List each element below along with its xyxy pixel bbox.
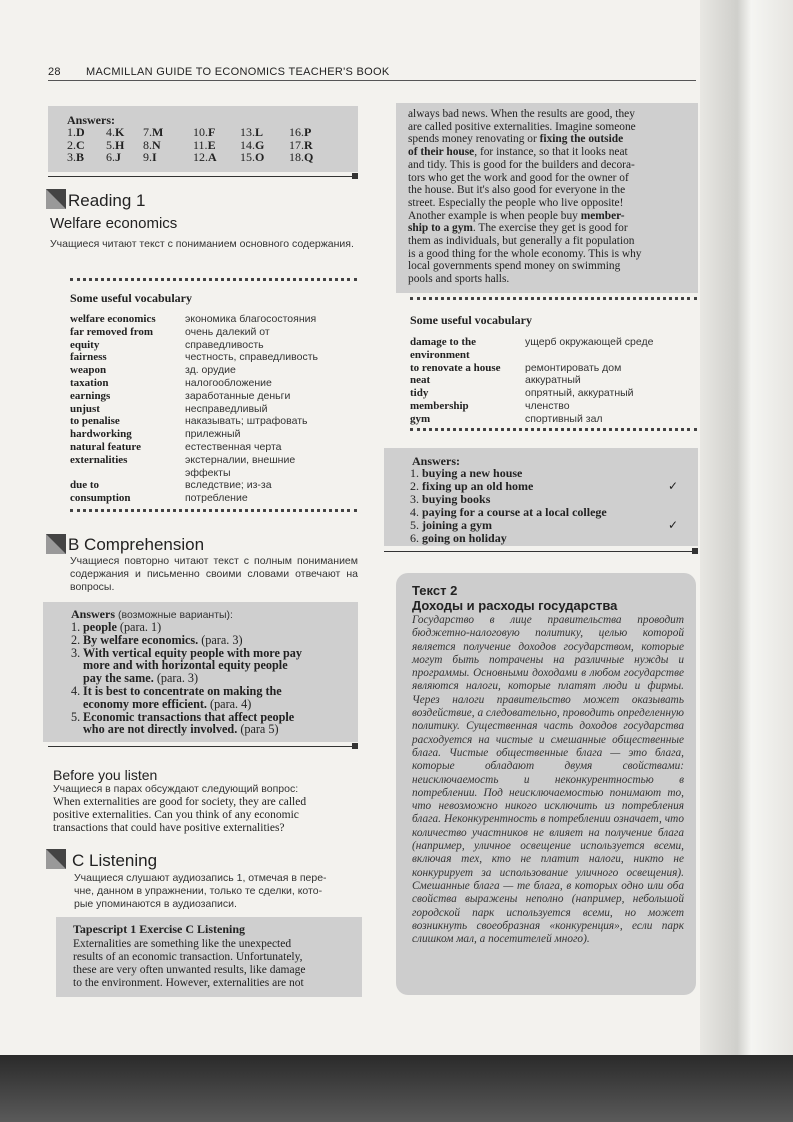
running-title: MACMILLAN GUIDE TO ECONOMICS TEACHER'S BOOK	[86, 66, 390, 78]
reading-instruction: Учащиеся читают текст с пониманием основного содержания.	[50, 238, 354, 250]
answer-item	[143, 151, 157, 164]
answers-title: Answers:	[67, 113, 115, 127]
vocab-row	[410, 413, 698, 426]
answer-number: 16.	[289, 125, 304, 139]
vocab-term: weapon	[70, 364, 107, 377]
tapescript-line: these are very often unwanted results, like damage	[73, 964, 306, 976]
check-icon: ✓	[668, 518, 679, 532]
vocab-translation: вследствие; из-за	[185, 479, 272, 492]
answer-letter: O	[255, 150, 265, 164]
vocab-translation: прилежный	[185, 428, 241, 441]
listening-line: Учащиеся слушают аудиозапись 1, отмечая в пере-	[74, 872, 327, 884]
answers-title: Answers:	[412, 454, 460, 468]
vocab-row	[70, 428, 360, 441]
vocab-term: damage to the	[410, 336, 476, 348]
answer-number: 15.	[240, 150, 255, 164]
answer-letter: B	[76, 150, 85, 164]
answer-number: 13.	[240, 125, 255, 139]
highlighted-phrase: of their house	[408, 146, 475, 159]
answer-text: more and with horizontal equity people	[83, 658, 288, 673]
answer-text: It is best to concentrate on making the	[83, 683, 282, 698]
listening-line: чне, данном в упражнении, только те сделки, кото-	[74, 885, 323, 897]
vocab-term	[70, 467, 185, 480]
answers-list	[410, 467, 690, 545]
vocab-row	[70, 479, 360, 492]
vocab-row	[70, 339, 360, 352]
divider	[48, 176, 358, 177]
vocab-border-top	[70, 278, 357, 281]
vocab-term: taxation	[70, 376, 109, 389]
text-line	[408, 197, 678, 210]
text-segment: street. Especially the people who live opposite!	[408, 196, 624, 209]
text-line	[408, 248, 678, 261]
listening-line: рые упоминаются в аудиозаписи.	[74, 898, 237, 910]
answer-number: 7.	[143, 125, 152, 139]
vocab-translation: экономика благосостояния	[185, 313, 317, 325]
vocab-row	[70, 364, 360, 377]
answer-letter: M	[152, 125, 164, 139]
answer-letter: C	[76, 137, 85, 152]
vocab-term: fairness	[70, 351, 107, 364]
vocab-row	[70, 377, 360, 390]
answer-number: 1.	[71, 620, 81, 634]
before-listen-line: transactions that could have positive externalities?	[53, 821, 285, 834]
text-line	[408, 121, 678, 134]
text-line	[408, 273, 678, 286]
vocab-translation: налогообложение	[185, 376, 272, 389]
vocab-translation: потребление	[185, 492, 248, 505]
vocab-term: natural feature	[70, 440, 141, 453]
text-line	[408, 260, 678, 273]
text2-body: Государство в лице правительства проводит бюджетно-налоговую политику, целью которой является получение доходов государством, которые могут быть потрачены на различные нужды и программы. Основными доходами в любом государстве являются налоги, которые платят люди и фирмы. Через налоги правительство может оказывать воздействие, а следовательно, проводить определенную политику. Существенная часть доходов государства расходуется на чистые и смешанные общественные блага. Чистые общественные блага — это блага, которые обладают двумя свойствами: неисключаемость и неконкурентностью в потреблении. Под неисключаемостью понимают то, что невозможно никого исключить из потребления блага. Неконкурентность в потреблении означает, что количество участников не влияет на получение блага (например, уличное освещение используется всеми, включая тех, кто не платит налоги, никто не конкурирует за использование уличного освещения). Смешанные блага — те блага, в которых одно или оба свойства выражены неполно (например, небольшой городской парк используется всеми, но может возникнуть своеобразная «конкуренция», если парк слишком мал, а посетителей много).	[412, 614, 684, 946]
text-segment: are called positive externalities. Imagine someone	[408, 120, 636, 133]
before-listen-line: positive externalities. Can you think of any economic	[53, 808, 299, 821]
answer-letter: N	[152, 137, 161, 152]
answer-text: Economic transactions that affect people	[83, 709, 295, 724]
answer-text: pay the same.	[83, 671, 154, 686]
answer-ref: (para. 3)	[153, 671, 199, 686]
text-segment: and tidy. This is good for the builders and decora-	[408, 158, 635, 171]
text-line	[408, 108, 678, 121]
vocab-translation: заработанные деньги	[185, 389, 291, 402]
section-marker-icon	[46, 189, 66, 209]
answers-list	[71, 621, 302, 736]
text-segment: always bad news. When the results are good, they	[408, 108, 635, 120]
answer-letter: E	[207, 137, 216, 152]
reading-title: Reading 1	[68, 191, 146, 210]
tapescript-continued-text	[408, 108, 678, 286]
vocab-translation: справедливость	[185, 338, 264, 351]
vocab-translation: опрятный, аккуратный	[525, 387, 634, 400]
vocab-title: Some useful vocabulary	[70, 291, 193, 305]
answer-number: 14.	[240, 137, 255, 152]
text-segment: Another example is when people buy	[408, 209, 581, 222]
answer-letter: I	[152, 150, 157, 164]
answer-text: who are not directly involved.	[83, 722, 238, 737]
answer-number: 6.	[106, 150, 115, 164]
answer-text: paying for a course at a local college	[422, 505, 607, 519]
answer-text: people	[83, 620, 117, 634]
answer-text: By welfare economics.	[83, 632, 199, 647]
vocab-row	[70, 441, 360, 454]
vocab-translation: экстерналии, внешние	[185, 453, 296, 466]
divider-mark	[692, 548, 698, 554]
vocab-translation: честность, справедливость	[185, 351, 319, 364]
answer-ref: (para. 1)	[116, 620, 162, 634]
vocab2-title: Some useful vocabulary	[410, 313, 533, 327]
divider-mark	[352, 743, 358, 749]
answer-number: 5.	[71, 709, 81, 724]
answer-letter: G	[255, 137, 265, 152]
answer-number: 3.	[67, 150, 76, 164]
answer-number: 1.	[410, 466, 419, 480]
text-line	[408, 159, 678, 172]
divider-mark	[352, 173, 358, 179]
answer-ref: (para. 4)	[206, 696, 252, 711]
answer-number: 3.	[410, 492, 419, 506]
answer-letter: K	[115, 125, 125, 139]
vocab-term: unjust	[70, 402, 100, 415]
answer-line	[71, 723, 302, 736]
vocab-translation: аккуратный	[525, 374, 581, 387]
answer-number: 11.	[193, 137, 208, 152]
comprehension-title: B Comprehension	[68, 535, 205, 554]
answer-number: 1.	[67, 125, 76, 139]
vocab-row	[70, 415, 360, 428]
answer-number: 3.	[71, 645, 81, 660]
vocab-row	[410, 400, 698, 413]
answer-number: 9.	[143, 150, 152, 164]
scan-background	[0, 1055, 793, 1122]
text-segment: tors who get the work and good for the owner of	[408, 171, 629, 184]
answer-letter: J	[115, 150, 121, 164]
vocab-term: due to	[70, 479, 100, 492]
text-segment: local governments spend money on swimming	[408, 260, 621, 273]
answer-letter: F	[208, 125, 216, 139]
answer-number: 2.	[67, 137, 76, 152]
before-listen-instruction: Учащиеся в парах обсуждают следующий вопрос:	[53, 783, 299, 795]
answer-ref: (para. 3)	[198, 632, 243, 647]
listening-instruction	[74, 872, 358, 911]
answer-text: going on holiday	[422, 531, 507, 545]
vocab-row	[410, 374, 698, 387]
vocab-term: neat	[410, 374, 431, 387]
answer-item	[106, 151, 121, 164]
answer-number: 10.	[193, 125, 208, 139]
divider	[384, 551, 698, 552]
text-line	[408, 235, 678, 248]
tapescript-title: Tapescript 1 Exercise C Listening	[73, 922, 246, 936]
vocab-term: consumption	[70, 492, 131, 505]
vocab-row	[70, 326, 360, 339]
comprehension-instruction: Учащиеся повторно читают текст с полным пониманием содержания и письменно своими словами отвечают на вопросы.	[70, 555, 358, 593]
vocab-term: to renovate a house	[410, 361, 501, 374]
text-segment: is a good thing for the whole economy. This is why	[408, 247, 642, 260]
text2-panel	[396, 573, 696, 995]
vocab-translation: ущерб окружающей среде	[525, 336, 654, 348]
text-segment: spends money renovating or	[408, 133, 540, 146]
vocab-translation: наказывать; штрафовать	[185, 415, 308, 428]
text2-title-line: Доходы и расходы государства	[412, 598, 618, 613]
vocab-row	[70, 492, 360, 505]
vocab2-list	[410, 336, 698, 426]
answer-number: 4.	[71, 683, 81, 698]
answers-box-top	[48, 106, 358, 172]
text-line	[408, 172, 678, 185]
highlighted-phrase: member-	[580, 209, 625, 222]
tapescript-line: results of an economic transaction. Unfortunately,	[73, 951, 303, 963]
answer-number: 4.	[410, 505, 419, 519]
highlighted-phrase: ship to a gym	[408, 222, 473, 235]
vocab2-border-bottom	[410, 428, 697, 431]
answer-letter: L	[255, 125, 264, 139]
vocab-translation: спортивный зал	[525, 412, 603, 425]
vocab-row	[410, 336, 698, 349]
vocab-term: environment	[410, 348, 470, 361]
before-listen-text	[53, 783, 359, 835]
answer-letter: D	[76, 125, 85, 139]
tapescript-text	[73, 938, 355, 990]
answer-letter: P	[304, 125, 312, 139]
tapescript-line: Externalities are something like the unexpected	[73, 938, 292, 950]
next-page-edge	[700, 0, 793, 1055]
answer-letter: R	[304, 137, 313, 152]
before-listen-line: When externalities are good for society, they are called	[53, 796, 307, 808]
listening-answers-box	[384, 448, 698, 546]
vocab-term: earnings	[70, 389, 111, 402]
answer-text: fixing up an old home	[422, 479, 534, 493]
vocab-row	[70, 403, 360, 416]
text2-title-line: Текст 2	[412, 583, 458, 598]
answer-text: economy more efficient.	[83, 696, 207, 711]
vocab-row	[410, 387, 698, 400]
answer-number: 2.	[410, 479, 419, 493]
answer-number: 6.	[410, 531, 419, 545]
vocab-term: welfare economics	[70, 313, 156, 325]
reading-subtitle: Welfare economics	[50, 215, 178, 232]
answer-number: 18.	[289, 150, 304, 164]
vocab-term: far removed from	[70, 325, 154, 338]
page-number: 28	[48, 66, 61, 78]
text2-title	[412, 583, 617, 613]
vocab-row	[410, 362, 698, 375]
vocab-translation: очень далекий от	[185, 325, 270, 338]
text-line	[408, 133, 678, 146]
answers-note: (возможные варианты):	[118, 609, 233, 621]
vocab-row	[70, 313, 360, 326]
vocab-term: hardworking	[70, 428, 132, 441]
text-segment: pools and sports halls.	[408, 273, 510, 286]
vocab-translation: зд. орудие	[185, 364, 236, 377]
answer-item	[240, 151, 264, 164]
answer-number: 8.	[143, 137, 152, 152]
vocab-row	[70, 454, 360, 467]
text-segment: , for instance, so that it looks neat	[474, 146, 628, 159]
answer-item	[67, 151, 84, 164]
answer-number: 4.	[106, 125, 115, 139]
vocab-term: to penalise	[70, 415, 120, 428]
answer-number: 5.	[106, 137, 115, 152]
vocab-translation: несправедливый	[185, 402, 268, 415]
text-segment: the house. But it's also good for everyone in the	[408, 184, 626, 197]
vocab-translation: членство	[525, 399, 570, 412]
answers-title: Answers	[71, 607, 115, 621]
answer-letter: A	[208, 150, 217, 164]
answer-letter: H	[115, 137, 125, 152]
vocab-term: gym	[410, 412, 431, 425]
vocab-term: tidy	[410, 387, 429, 400]
answer-line	[410, 532, 690, 545]
vocab-row	[70, 351, 360, 364]
answer-number: 12.	[193, 150, 208, 164]
answer-text: buying books	[422, 492, 491, 506]
check-icon: ✓	[668, 479, 679, 493]
highlighted-phrase: fixing the outside	[539, 133, 624, 146]
section-marker-icon	[46, 534, 66, 554]
vocab-term: equity	[70, 338, 100, 351]
text-line	[408, 222, 678, 235]
answer-ref: (para 5)	[237, 722, 279, 737]
divider	[48, 746, 358, 747]
vocab-term: membership	[410, 399, 469, 412]
tapescript-box	[56, 917, 362, 997]
answer-number: 2.	[71, 632, 81, 647]
answer-item	[193, 151, 217, 164]
comprehension-answers-box	[43, 602, 358, 742]
text-segment: . The exercise they get is good for	[472, 222, 628, 235]
text-line	[408, 210, 678, 223]
answers-grid	[67, 126, 357, 168]
answer-item	[289, 151, 313, 164]
vocab-border-bottom	[70, 509, 357, 512]
listening-title: C Listening	[72, 851, 158, 870]
text-line	[408, 184, 678, 197]
vocab-translation: ремонтировать дом	[525, 361, 622, 374]
tapescript-line: to the environment. However, externalities are not	[73, 977, 304, 989]
page-header	[48, 66, 696, 81]
vocab-row	[70, 467, 360, 480]
answer-letter: Q	[304, 150, 314, 164]
answer-text: With vertical equity people with more pay	[83, 645, 302, 660]
vocab-row	[410, 349, 698, 362]
text-line	[408, 146, 678, 159]
before-listen-title: Before you listen	[53, 767, 158, 783]
vocab-term: externalities	[70, 453, 128, 466]
answer-number: 5.	[410, 518, 419, 532]
vocab-translation: эффекты	[185, 466, 231, 479]
vocab-translation: естественная черта	[185, 440, 282, 453]
text-segment: them as individuals, but generally a fit population	[408, 235, 635, 248]
answer-text: buying a new house	[422, 466, 523, 480]
vocab-row	[70, 390, 360, 403]
answer-text: joining a gym	[422, 518, 493, 532]
section-marker-icon	[46, 849, 66, 869]
vocab-list	[70, 313, 360, 505]
vocab2-border-top	[410, 297, 697, 300]
answer-number: 17.	[289, 137, 304, 152]
